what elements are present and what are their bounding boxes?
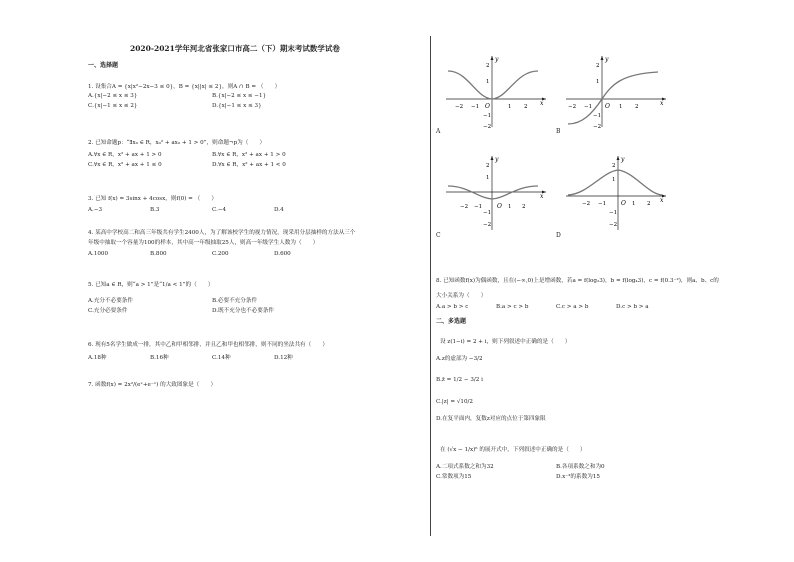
graph-a-label: A — [436, 128, 441, 135]
svg-text:1: 1 — [486, 175, 490, 181]
svg-text:−1: −1 — [593, 113, 602, 119]
question-8-stem-line2: 大小关系为（ ） — [436, 293, 487, 299]
q9-option-c: C.|z| = √10/2 — [436, 399, 473, 405]
graph-b — [562, 52, 672, 134]
q1-option-d: D.{x|−1 ≤ x ≤ 3} — [212, 103, 262, 109]
q2-option-b: B.∀x ∈ R，x² + ax + 1 > 0 — [212, 152, 286, 158]
svg-text:2: 2 — [647, 201, 651, 207]
svg-text:1: 1 — [486, 79, 490, 85]
graph-a-origin: O — [485, 103, 490, 110]
q5-option-d: D.既不充分也不必要条件 — [212, 308, 275, 314]
svg-text:1: 1 — [508, 204, 512, 210]
question-3-stem: 3. 已知 f(x) = 3sinx + 4cosx，则f(0) = （ ） — [88, 196, 218, 202]
section-heading-1: 一、选择题 — [88, 62, 119, 69]
q2-option-a: A.∀x ∈ R，x² + ax + 1 > 0 — [88, 152, 162, 158]
svg-text:2: 2 — [596, 63, 600, 69]
q6-option-b: B.16种 — [150, 355, 169, 361]
q3-option-d: D.4 — [274, 207, 284, 213]
question-9-stem: 设 z(1−i) = 2 + i，则下列叙述中正确的是（ ） — [440, 339, 571, 345]
graph-b-label: B — [556, 128, 561, 135]
q3-option-c: C.−4 — [212, 207, 227, 213]
graph-d-x-label: x — [660, 197, 664, 204]
question-1-stem: 1. 设集合A = {x|x²−2x−3 ≤ 0}，B = {x||x| ≤ 2}，则A ∩ B = （ ） — [88, 84, 281, 90]
svg-text:−1: −1 — [483, 210, 492, 216]
graph-c-label: C — [436, 232, 441, 239]
svg-text:1: 1 — [596, 79, 600, 85]
svg-text:1: 1 — [619, 104, 623, 110]
svg-text:2: 2 — [524, 104, 528, 110]
question-7-stem: 7. 函数f(x) = 2x²/(eˣ+e⁻ˣ) 的大致图象是（ ） — [88, 382, 217, 388]
graph-b-x-label: x — [660, 100, 664, 107]
graph-c-y-label: y — [495, 156, 499, 163]
svg-text:−1: −1 — [609, 210, 618, 216]
svg-text:1: 1 — [508, 104, 512, 110]
section-heading-2: 二、多选题 — [436, 318, 467, 325]
graph-c — [442, 152, 552, 236]
q6-option-c: C.14种 — [212, 355, 231, 361]
q5-option-b: B.必要不充分条件 — [212, 298, 258, 304]
graph-a-plot — [442, 52, 552, 130]
q9-option-a: A.z的虚部为 −3/2 — [436, 356, 483, 362]
q4-option-a: A.1000 — [88, 251, 109, 257]
q9-option-d: D.在复平面内，复数z对应的点位于第四象限 — [436, 416, 546, 422]
q4-option-d: D.600 — [274, 251, 291, 257]
q2-option-d: D.∀x ∈ R，x² + ax + 1 < 0 — [212, 162, 286, 168]
q2-option-c: C.∀x ∈ R，x² + ax + 1 ≤ 0 — [88, 162, 162, 168]
graph-a-y-label: y — [495, 56, 499, 63]
svg-text:2: 2 — [486, 163, 490, 169]
svg-text:−2: −2 — [483, 124, 492, 130]
svg-text:−2: −2 — [460, 204, 469, 210]
q5-option-a: A.充分不必要条件 — [88, 298, 133, 304]
q1-option-a: A.{x|−2 ≤ x ≤ 3} — [88, 93, 138, 99]
svg-text:−1: −1 — [584, 104, 593, 110]
svg-text:−1: −1 — [474, 204, 483, 210]
graph-c-origin: O — [497, 203, 502, 210]
svg-text:1: 1 — [612, 177, 616, 183]
column-divider — [430, 36, 431, 536]
graph-b-origin: O — [605, 103, 610, 110]
graph-d-label: D — [556, 232, 561, 239]
svg-text:−2: −2 — [455, 104, 464, 110]
svg-text:2: 2 — [612, 163, 616, 169]
graph-a-x-label: x — [540, 100, 544, 107]
q5-option-c: C.充分必要条件 — [88, 308, 128, 314]
question-2-stem: 2. 已知命题p：“∃x₀ ∈ R，x₀² + ax₀ + 1 > 0”，则命题¬p为（ ） — [88, 140, 266, 146]
graph-c-x-label: x — [540, 193, 544, 200]
graph-c-plot — [442, 152, 552, 232]
svg-text:2: 2 — [522, 204, 526, 210]
q8-option-c: C.c > a > b — [556, 304, 589, 310]
graph-b-plot — [562, 52, 672, 130]
q10-option-a: A.二项式系数之和为32 — [436, 464, 494, 470]
svg-text:1: 1 — [632, 201, 636, 207]
graph-d-origin: O — [621, 200, 626, 207]
graph-d-plot — [562, 152, 672, 232]
q3-option-b: B.3 — [150, 207, 160, 213]
q8-option-b: B.a > c > b — [496, 304, 529, 310]
q4-option-c: C.200 — [212, 251, 229, 257]
q10-option-c: C.常数项为15 — [436, 474, 472, 480]
question-6-stem: 6. 现有5名学生做成一排，其中乙和甲相邻排，并且乙和甲也相邻排，则不同的坐法共有（ ） — [88, 342, 329, 348]
svg-text:−1: −1 — [483, 113, 492, 119]
q8-option-a: A.a > b > c — [436, 304, 469, 310]
svg-text:−2: −2 — [483, 222, 492, 228]
q8-option-d: D.c > b > a — [616, 304, 649, 310]
svg-text:−2: −2 — [582, 201, 591, 207]
question-8-stem-line1: 8. 已知函数f(x)为偶函数，且在(−∞,0)上是增函数，若a = f(log₂3)，b = f(log₄3)，c = f(0.3⁻²)，则a、b、c的 — [436, 278, 719, 284]
graph-d — [562, 152, 672, 236]
graph-a — [442, 52, 552, 134]
q3-option-a: A.−3 — [88, 207, 103, 213]
q1-option-c: C.{x|−1 ≤ x ≤ 2} — [88, 103, 138, 109]
q9-option-b: B.z̄ = 1/2 − 3/2 i — [436, 377, 483, 383]
svg-text:−1: −1 — [598, 201, 607, 207]
q1-option-b: B.{x|−2 ≤ x ≤ −1} — [212, 93, 267, 99]
q4-option-b: B.800 — [150, 251, 167, 257]
page-title: 2020-2021学年河北省张家口市高二（下）期末考试数学试卷 — [130, 44, 340, 53]
q6-option-a: A.18种 — [88, 355, 107, 361]
svg-text:2: 2 — [486, 63, 490, 69]
graph-d-y-label: y — [621, 156, 625, 163]
q6-option-d: D.12种 — [274, 355, 293, 361]
question-4-stem-line2: 年级中抽取一个容量为100的样本，其中高一年级抽取25人，则高一年级学生人数为（ ） — [88, 240, 319, 246]
svg-text:2: 2 — [635, 104, 639, 110]
question-5-stem: 5. 已知a ∈ R，则“a > 1”是“1/a < 1”的（ ） — [88, 282, 214, 288]
svg-text:−2: −2 — [568, 104, 577, 110]
svg-text:−2: −2 — [609, 222, 618, 228]
svg-text:−1: −1 — [471, 104, 480, 110]
q10-option-d: D.x⁻³的系数为15 — [556, 474, 600, 480]
q10-option-b: B.各项系数之和为0 — [556, 464, 605, 470]
graph-b-y-label: y — [605, 56, 609, 63]
svg-text:−2: −2 — [593, 124, 602, 130]
question-10-stem: 在 (√x − 1/x)⁶ 的展开式中，下列叙述中正确的是（ ） — [440, 447, 586, 453]
question-4-stem-line1: 4. 某高中学校高二和高三年级共有学生2400人，为了解该校学生的视力情况，现采用分层抽样的方法从三个 — [88, 230, 356, 236]
